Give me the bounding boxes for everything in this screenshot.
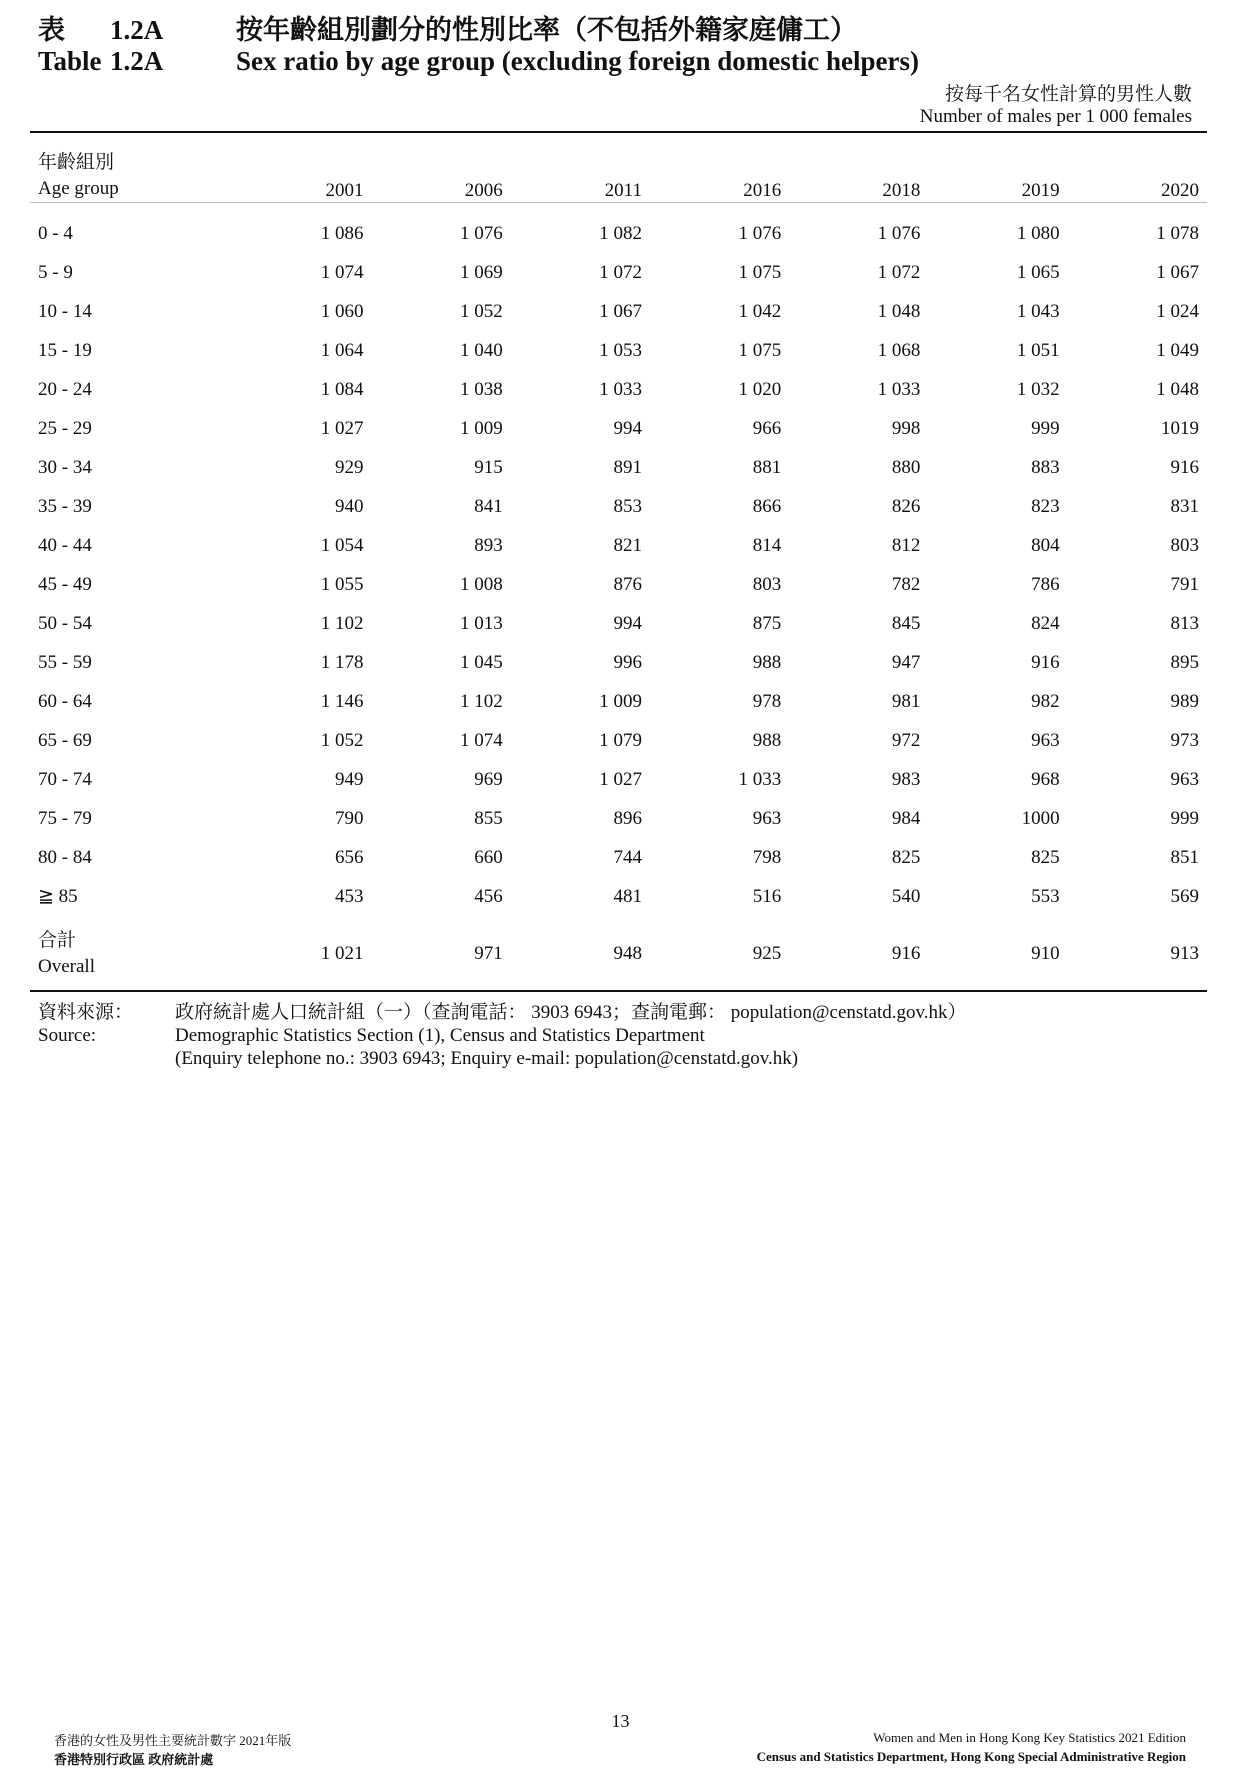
age-group-cell: 20 - 24 xyxy=(38,378,92,400)
ratio-value-cell: 1 033 xyxy=(738,768,782,790)
ratio-value-cell: 916 xyxy=(1170,456,1199,478)
ratio-value-cell: 1 102 xyxy=(320,612,364,634)
ratio-value-cell: 1 043 xyxy=(1016,300,1060,322)
ratio-value-cell: 940 xyxy=(334,495,364,517)
ratio-value-cell: 963 xyxy=(752,807,782,829)
age-group-cell: 30 - 34 xyxy=(38,456,92,478)
ratio-value-cell: 845 xyxy=(891,612,921,634)
ratio-value-cell: 841 xyxy=(474,495,503,517)
table-row xyxy=(30,643,1207,682)
title-zh-number: 1.2A xyxy=(110,15,164,45)
overall-value: 1 021 xyxy=(320,943,364,964)
sex-ratio-table xyxy=(30,133,1207,992)
ratio-value-cell: 978 xyxy=(752,690,782,712)
ratio-value-cell: 984 xyxy=(891,807,921,829)
ratio-value-cell: 880 xyxy=(891,456,921,478)
ratio-value-cell: 1019 xyxy=(1161,417,1199,439)
ratio-value-cell: 453 xyxy=(334,885,364,907)
ratio-value-cell: 963 xyxy=(1031,729,1060,751)
ratio-value-cell: 1 074 xyxy=(459,729,503,751)
ratio-value-cell: 1 072 xyxy=(877,261,921,283)
ratio-value-cell: 999 xyxy=(1170,807,1199,829)
table-row xyxy=(30,526,1207,565)
ratio-value-cell: 963 xyxy=(1170,768,1199,790)
table-row xyxy=(30,682,1207,721)
ratio-value-cell: 876 xyxy=(613,573,642,595)
footer-publication-zh: 香港的女性及男性主要統計數字 2021年版 xyxy=(54,1733,292,1748)
ratio-value-cell: 893 xyxy=(474,534,503,556)
footer-department-zh: 香港特別行政區 政府統計處 xyxy=(54,1752,214,1767)
table-title-zh xyxy=(38,8,857,47)
ratio-value-cell: 981 xyxy=(891,690,921,712)
source-label-zh: 資料來源： xyxy=(38,1002,134,1023)
table-row xyxy=(30,877,1207,916)
age-group-cell: 15 - 19 xyxy=(38,339,92,361)
page-number: 13 xyxy=(611,1711,630,1731)
overall-label xyxy=(30,916,232,992)
ratio-value-cell: 553 xyxy=(1031,885,1060,907)
ratio-value-cell: 1 024 xyxy=(1156,300,1199,322)
ratio-value-cell: 1 074 xyxy=(320,261,364,283)
footer-department-en: Census and Statistics Department, Hong Kong Special Administrative Region xyxy=(756,1749,1186,1764)
year-header: 2020 xyxy=(1161,180,1199,201)
overall-value: 925 xyxy=(752,943,782,964)
age-group-header xyxy=(30,133,232,210)
table-row xyxy=(30,370,1207,409)
ratio-value-cell: 915 xyxy=(474,456,503,478)
ratio-value-cell: 1 042 xyxy=(738,300,782,322)
ratio-value-cell: 1 069 xyxy=(459,261,503,283)
ratio-value-cell: 823 xyxy=(1031,495,1060,517)
title-en-number: 1.2A xyxy=(110,46,164,76)
year-header: 2011 xyxy=(604,180,642,201)
table-row xyxy=(30,565,1207,604)
ratio-value-cell: 1 078 xyxy=(1156,222,1199,244)
ratio-value-cell: 1 052 xyxy=(459,300,503,322)
ratio-value-cell: 1 075 xyxy=(738,261,782,283)
ratio-value-cell: 1 084 xyxy=(320,378,364,400)
ratio-value-cell: 790 xyxy=(334,807,364,829)
ratio-value-cell: 1 045 xyxy=(459,651,503,673)
ratio-value-cell: 824 xyxy=(1031,612,1060,634)
age-group-cell: 40 - 44 xyxy=(38,534,92,556)
age-group-header-en: Age group xyxy=(38,178,119,199)
age-group-cell: 10 - 14 xyxy=(38,300,92,322)
ratio-value-cell: 998 xyxy=(891,417,921,439)
age-group-cell: 45 - 49 xyxy=(38,573,92,595)
ratio-value-cell: 656 xyxy=(334,846,364,868)
age-group-cell: 80 - 84 xyxy=(38,846,92,868)
table-row xyxy=(30,604,1207,643)
ratio-value-cell: 853 xyxy=(613,495,642,517)
ratio-value-cell: 1 048 xyxy=(877,300,921,322)
age-group-cell: 75 - 79 xyxy=(38,807,92,829)
ratio-value-cell: 831 xyxy=(1170,495,1199,517)
title-en-label: Table xyxy=(38,46,102,76)
ratio-value-cell: 1 067 xyxy=(1156,261,1199,283)
ratio-value-cell: 1 027 xyxy=(320,417,364,439)
overall-value: 971 xyxy=(474,943,503,964)
ratio-value-cell: 1000 xyxy=(1021,807,1060,829)
ratio-value-cell: 947 xyxy=(891,651,921,673)
ratio-value-cell: 791 xyxy=(1170,573,1199,595)
table-row xyxy=(30,838,1207,877)
table-row xyxy=(30,448,1207,487)
ratio-value-cell: 891 xyxy=(613,456,642,478)
ratio-value-cell: 1 082 xyxy=(599,222,642,244)
ratio-value-cell: 972 xyxy=(891,729,921,751)
age-group-header-zh: 年齡組別 xyxy=(38,152,115,173)
year-header: 2006 xyxy=(464,180,503,201)
overall-value: 913 xyxy=(1170,943,1199,964)
ratio-value-cell: 803 xyxy=(752,573,782,595)
age-group-cell: 65 - 69 xyxy=(38,729,92,751)
ratio-value-cell: 875 xyxy=(752,612,782,634)
ratio-value-cell: 1 080 xyxy=(1016,222,1060,244)
ratio-value-cell: 814 xyxy=(752,534,782,556)
ratio-value-cell: 969 xyxy=(474,768,503,790)
title-en-text: Sex ratio by age group (excluding foreign domestic helpers) xyxy=(236,46,919,76)
ratio-value-cell: 881 xyxy=(752,456,782,478)
year-header: 2018 xyxy=(882,180,921,201)
ratio-value-cell: 1 033 xyxy=(877,378,921,400)
table-row xyxy=(30,331,1207,370)
table-row xyxy=(30,721,1207,760)
age-group-cell: 60 - 64 xyxy=(38,690,92,712)
ratio-value-cell: 1 060 xyxy=(320,300,364,322)
age-group-cell: 50 - 54 xyxy=(38,612,92,634)
overall-row xyxy=(30,916,1207,992)
ratio-value-cell: 949 xyxy=(334,768,364,790)
ratio-value-cell: 813 xyxy=(1170,612,1199,634)
ratio-value-cell: 994 xyxy=(613,417,642,439)
ratio-value-cell: 1 076 xyxy=(738,222,782,244)
table-header-row xyxy=(30,133,1207,210)
ratio-value-cell: 1 102 xyxy=(459,690,503,712)
overall-label-zh: 合計 xyxy=(38,930,77,951)
ratio-value-cell: 744 xyxy=(613,846,642,868)
ratio-value-cell: 973 xyxy=(1170,729,1199,751)
ratio-value-cell: 1 053 xyxy=(599,339,642,361)
ratio-value-cell: 1 076 xyxy=(459,222,503,244)
table-row xyxy=(30,409,1207,448)
ratio-value-cell: 989 xyxy=(1170,690,1199,712)
ratio-value-cell: 1 086 xyxy=(320,222,364,244)
ratio-value-cell: 966 xyxy=(752,417,782,439)
ratio-value-cell: 1 051 xyxy=(1016,339,1060,361)
ratio-value-cell: 1 065 xyxy=(1016,261,1060,283)
age-group-cell: 70 - 74 xyxy=(38,768,92,790)
ratio-value-cell: 1 052 xyxy=(320,729,364,751)
age-group-cell: 25 - 29 xyxy=(38,417,92,439)
ratio-value-cell: 916 xyxy=(1031,651,1060,673)
ratio-value-cell: 929 xyxy=(334,456,364,478)
ratio-value-cell: 1 146 xyxy=(320,690,364,712)
ratio-value-cell: 994 xyxy=(613,612,642,634)
ratio-value-cell: 1 178 xyxy=(320,651,364,673)
table-row xyxy=(30,799,1207,838)
ratio-value-cell: 988 xyxy=(752,651,782,673)
title-zh-text: 按年齡組別劃分的性別比率（不包括外籍家庭傭工） xyxy=(236,15,857,45)
overall-label-en: Overall xyxy=(38,956,95,977)
ratio-value-cell: 866 xyxy=(752,495,782,517)
title-zh-label: 表 xyxy=(38,15,65,45)
ratio-value-cell: 1 033 xyxy=(599,378,642,400)
ratio-value-cell: 996 xyxy=(613,651,642,673)
ratio-value-cell: 1 027 xyxy=(599,768,642,790)
ratio-value-cell: 826 xyxy=(891,495,921,517)
age-group-cell: 55 - 59 xyxy=(38,651,92,673)
ratio-value-cell: 1 075 xyxy=(738,339,782,361)
ratio-value-cell: 988 xyxy=(752,729,782,751)
ratio-value-cell: 1 032 xyxy=(1016,378,1060,400)
source-enquiry-en: (Enquiry telephone no.: 3903 6943; Enquiry e-mail: population@censtatd.gov.hk) xyxy=(175,1048,799,1069)
year-header: 2019 xyxy=(1021,180,1060,201)
ratio-value-cell: 968 xyxy=(1031,768,1060,790)
ratio-value-cell: 1 072 xyxy=(599,261,642,283)
ratio-value-cell: 1 068 xyxy=(877,339,921,361)
ratio-value-cell: 1 040 xyxy=(459,339,503,361)
ratio-value-cell: 540 xyxy=(891,885,921,907)
ratio-value-cell: 812 xyxy=(891,534,921,556)
ratio-value-cell: 516 xyxy=(752,885,782,907)
age-group-cell: 0 - 4 xyxy=(38,222,73,244)
ratio-value-cell: 660 xyxy=(474,846,503,868)
ratio-value-cell: 1 055 xyxy=(320,573,364,595)
overall-value: 948 xyxy=(613,943,642,964)
ratio-value-cell: 782 xyxy=(891,573,921,595)
ratio-value-cell: 1 020 xyxy=(738,378,782,400)
unit-note-zh: 按每千名女性計算的男性人數 xyxy=(944,84,1192,105)
unit-note-en: Number of males per 1 000 females xyxy=(919,106,1192,127)
ratio-value-cell: 851 xyxy=(1170,846,1199,868)
ratio-value-cell: 804 xyxy=(1031,534,1060,556)
age-group-cell: 35 - 39 xyxy=(38,495,92,517)
footer-publication-en: Women and Men in Hong Kong Key Statistics 2021 Edition xyxy=(873,1730,1186,1745)
table-body xyxy=(30,210,1207,916)
ratio-value-cell: 1 079 xyxy=(599,729,642,751)
year-header: 2016 xyxy=(743,180,782,201)
ratio-value-cell: 1 049 xyxy=(1156,339,1199,361)
ratio-value-cell: 1 054 xyxy=(320,534,364,556)
age-group-cell: 5 - 9 xyxy=(38,261,73,283)
year-header: 2001 xyxy=(325,180,364,201)
ratio-value-cell: 1 067 xyxy=(599,300,642,322)
ratio-value-cell: 1 038 xyxy=(459,378,503,400)
ratio-value-cell: 481 xyxy=(613,885,642,907)
table-row xyxy=(30,253,1207,292)
source-text-zh: 政府統計處人口統計組（一）（查詢電話： 3903 6943；查詢電郵： population@censtatd.gov.hk） xyxy=(175,1002,967,1023)
ratio-value-cell: 1 048 xyxy=(1156,378,1199,400)
ratio-value-cell: 1 064 xyxy=(320,339,364,361)
table-row xyxy=(30,487,1207,526)
table-row xyxy=(30,760,1207,799)
table-row xyxy=(30,292,1207,331)
overall-value: 916 xyxy=(891,943,921,964)
ratio-value-cell: 895 xyxy=(1170,651,1199,673)
ratio-value-cell: 798 xyxy=(752,846,782,868)
ratio-value-cell: 883 xyxy=(1031,456,1060,478)
ratio-value-cell: 1 009 xyxy=(599,690,642,712)
ratio-value-cell: 456 xyxy=(474,885,503,907)
ratio-value-cell: 855 xyxy=(474,807,503,829)
table-row xyxy=(30,210,1207,253)
ratio-value-cell: 821 xyxy=(613,534,642,556)
ratio-value-cell: 1 076 xyxy=(877,222,921,244)
ratio-value-cell: 896 xyxy=(613,807,642,829)
table-title-en xyxy=(38,46,919,77)
ratio-value-cell: 569 xyxy=(1170,885,1199,907)
ratio-value-cell: 982 xyxy=(1031,690,1060,712)
ratio-value-cell: 1 013 xyxy=(459,612,503,634)
source-label-en: Source: xyxy=(38,1025,97,1046)
age-group-cell: ≧ 85 xyxy=(38,886,78,907)
ratio-value-cell: 1 009 xyxy=(459,417,503,439)
ratio-value-cell: 825 xyxy=(891,846,921,868)
ratio-value-cell: 786 xyxy=(1031,573,1060,595)
ratio-value-cell: 1 008 xyxy=(459,573,503,595)
ratio-value-cell: 999 xyxy=(1031,417,1060,439)
overall-value: 910 xyxy=(1031,943,1060,964)
ratio-value-cell: 983 xyxy=(891,768,921,790)
ratio-value-cell: 803 xyxy=(1170,534,1199,556)
source-text-en: Demographic Statistics Section (1), Census and Statistics Department xyxy=(175,1025,705,1046)
ratio-value-cell: 825 xyxy=(1031,846,1060,868)
